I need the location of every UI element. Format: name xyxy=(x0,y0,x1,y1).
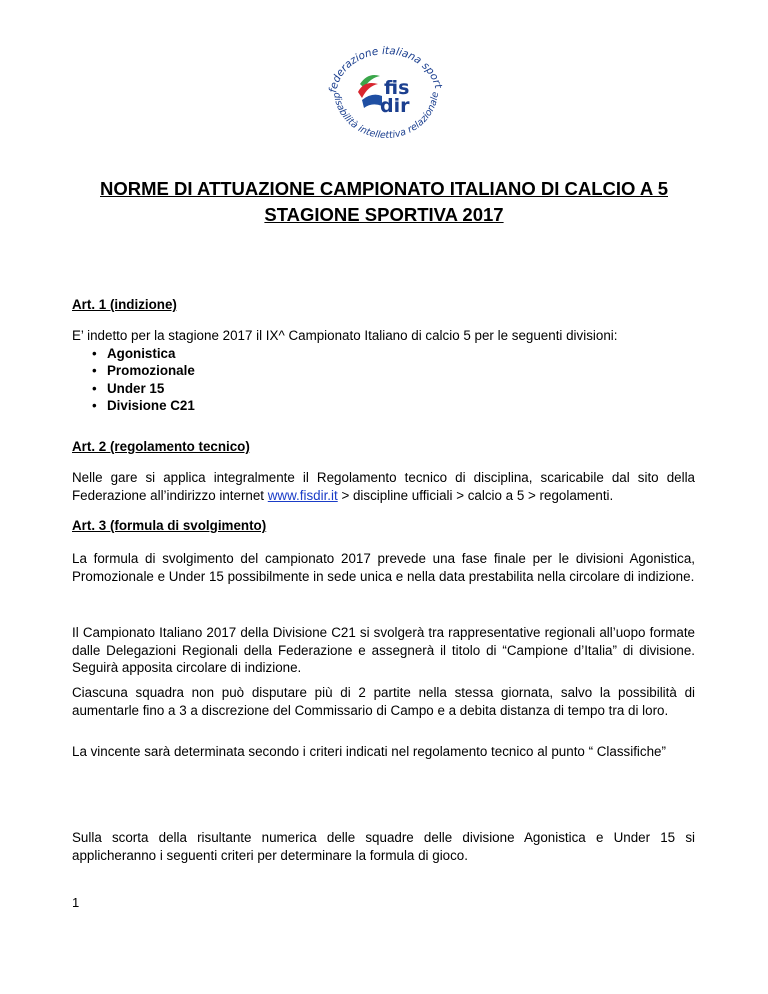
division-item: • Divisione C21 xyxy=(72,397,695,415)
division-item: • Promozionale xyxy=(72,362,695,380)
logo-mark-fis: fis xyxy=(384,77,410,99)
fisdir-logo xyxy=(324,44,448,144)
logo-arc-top: federazione italiana sport xyxy=(327,44,445,94)
art2-heading: Art. 2 (regolamento tecnico) xyxy=(72,439,250,454)
art3-paragraph-4: La vincente sarà determinata secondo i criteri indicati nel regolamento tecnico al punto “ Classifiche” xyxy=(72,744,666,759)
fisdir-website-link[interactable]: www.fisdir.it xyxy=(267,487,338,503)
art3-heading: Art. 3 (formula di svolgimento) xyxy=(72,518,267,533)
art3-paragraph-3: Ciascuna squadra non può disputare più di 2 partite nella stessa giornata, salvo la possibilità di aumentarle fino a 3 a discrezione del Commissario di Campo e a debita distanza di tempo tra di loro. xyxy=(72,685,695,718)
art1-intro: E’ indetto per la stagione 2017 il IX^ Campionato Italiano di calcio 5 per le seguenti divisioni: xyxy=(72,328,618,343)
division-item: • Under 15 xyxy=(72,380,695,398)
art2-text-after: > discipline ufficiali > calcio a 5 > regolamenti. xyxy=(337,487,614,503)
art3-paragraph-5: Sulla scorta della risultante numerica delle squadre delle divisione Agonistica e Under 15 si applicheranno i seguenti criteri per determinare la formula di gioco. xyxy=(72,830,695,863)
art1-section xyxy=(72,327,695,415)
page-number: 1 xyxy=(72,895,80,910)
art3-paragraph-2: Il Campionato Italiano 2017 della Divisione C21 si svolgerà tra rappresentative regionali all’uopo formate dalle Delegazioni Regionali della Federazione e assegnerà il titolo di “Campione d’Italia” di divisione. Seguirà apposita circolare di indizione. xyxy=(72,625,695,675)
art2-paragraph xyxy=(72,469,695,504)
title-line-2: STAGIONE SPORTIVA 2017 xyxy=(264,204,504,225)
art2-text-before: Nelle gare si applica integralmente il Regolamento tecnico di disciplina, scaricabile dal sito della Federazione all’indirizzo internet xyxy=(72,470,695,503)
logo-swoosh-blue xyxy=(362,95,382,108)
document-title xyxy=(60,176,708,228)
divisions-list xyxy=(72,345,695,415)
logo-mark-dir: dir xyxy=(380,95,410,117)
art1-heading: Art. 1 (indizione) xyxy=(72,297,177,312)
art3-paragraph-1: La formula di svolgimento del campionato 2017 prevede una fase finale per le divisioni Agonistica, Promozionale e Under 15 possibilmente in sede unica e nella data prestabilita nella circolare di indizione. xyxy=(72,551,695,584)
title-line-1: NORME DI ATTUAZIONE CAMPIONATO ITALIANO DI CALCIO A 5 xyxy=(100,178,668,199)
logo-arc-bottom: disabilità intellettiva relazionale xyxy=(330,91,442,142)
division-item: • Agonistica xyxy=(72,345,695,363)
